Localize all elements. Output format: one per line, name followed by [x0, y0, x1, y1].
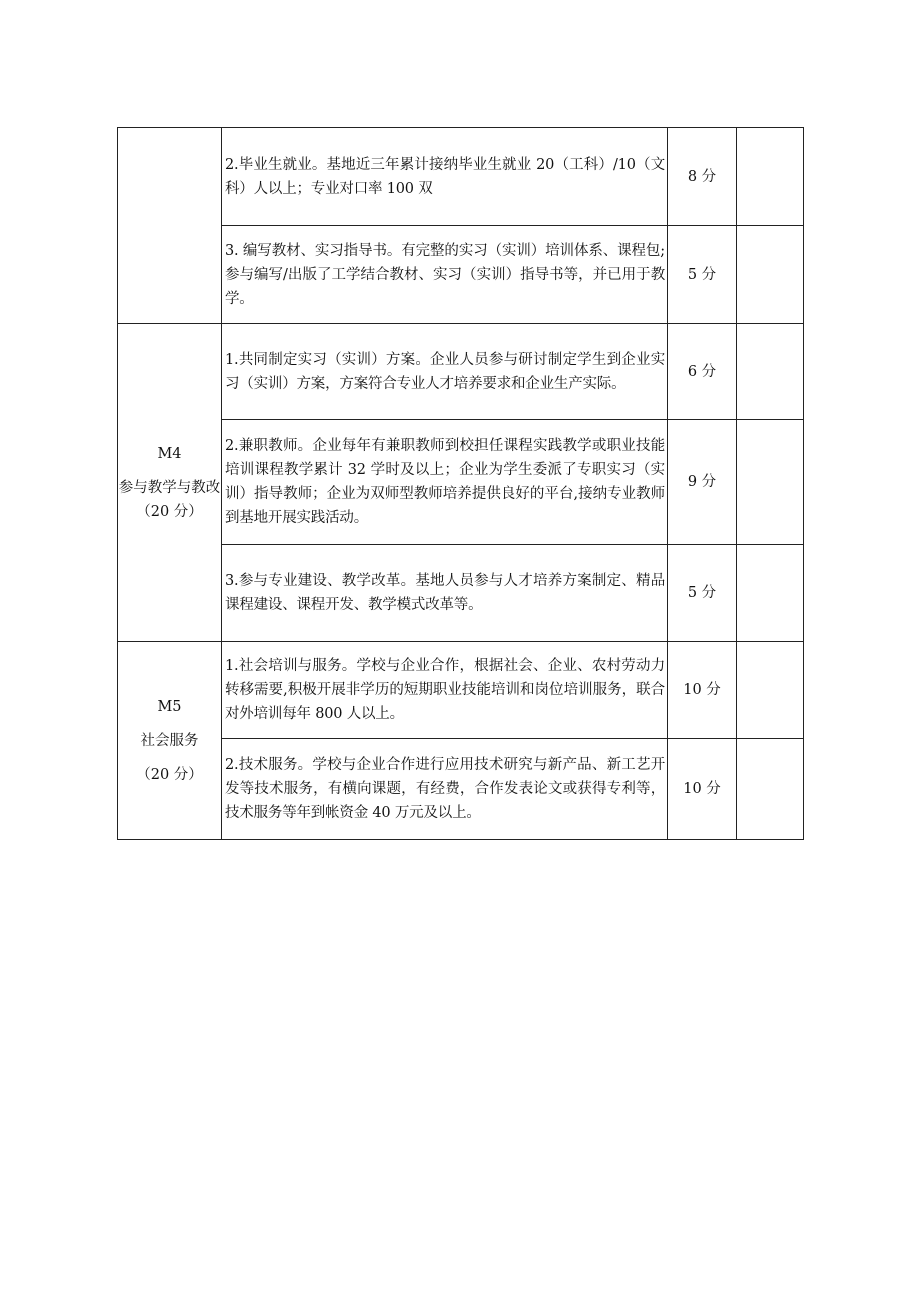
rating-cell	[737, 739, 804, 840]
category-points: （20 分）	[136, 766, 203, 783]
category-name: 参与教学与教改（20 分）	[118, 479, 221, 520]
criterion-text: 1.共同制定实习（实训）方案。企业人员参与研讨制定学生到企业实习（实训）方案，方案符合专业人才培养要求和企业生产实际。	[222, 324, 668, 420]
rating-cell	[737, 642, 804, 739]
criterion-text: 3. 编写教材、实习指导书。有完整的实习（实训）培训体系、课程包;参与编写/出版了工学结合教材、实习（实训）指导书等，并已用于教学。	[222, 226, 668, 324]
criterion-text: 2.兼职教师。企业每年有兼职教师到校担任课程实践教学或职业技能培训课程教学累计 32 学时及以上；企业为学生委派了专职实习（实训）指导教师；企业为双师型教师培养提供良好的平台,接纳专业教师到基地开展实践活动。	[222, 420, 668, 545]
criterion-text: 2.毕业生就业。基地近三年累计接纳毕业生就业 20（工科）/10（文科）人以上；专业对口率 100 双	[222, 128, 668, 226]
table-row	[118, 128, 804, 226]
criterion-text: 1.社会培训与服务。学校与企业合作，根据社会、企业、农村劳动力转移需要,积极开展非学历的短期职业技能培训和岗位培训服务，联合对外培训每年 800 人以上。	[222, 642, 668, 739]
rating-cell	[737, 226, 804, 324]
rating-cell	[737, 128, 804, 226]
category-code: M4	[157, 445, 182, 462]
evaluation-table-container	[117, 127, 804, 840]
rating-cell	[737, 545, 804, 642]
criterion-text: 2.技术服务。学校与企业合作进行应用技术研究与新产品、新工艺开发等技术服务，有横向课题，有经费，合作发表论文或获得专利等，技术服务等年到帐资金 40 万元及以上。	[222, 739, 668, 840]
score-cell: 8 分	[668, 128, 737, 226]
score-cell: 10 分	[668, 739, 737, 840]
category-code: M5	[157, 698, 182, 715]
score-cell: 5 分	[668, 545, 737, 642]
category-cell-m5	[118, 642, 222, 840]
rating-cell	[737, 324, 804, 420]
category-cell-m4	[118, 324, 222, 642]
criterion-text: 3.参与专业建设、教学改革。基地人员参与人才培养方案制定、精品课程建设、课程开发、教学模式改革等。	[222, 545, 668, 642]
evaluation-table	[117, 127, 804, 840]
table-row	[118, 642, 804, 739]
score-cell: 5 分	[668, 226, 737, 324]
score-cell: 10 分	[668, 642, 737, 739]
score-cell: 9 分	[668, 420, 737, 545]
score-cell: 6 分	[668, 324, 737, 420]
rating-cell	[737, 420, 804, 545]
category-name: 社会服务	[140, 732, 199, 749]
table-row	[118, 324, 804, 420]
category-cell-continued	[118, 128, 222, 324]
